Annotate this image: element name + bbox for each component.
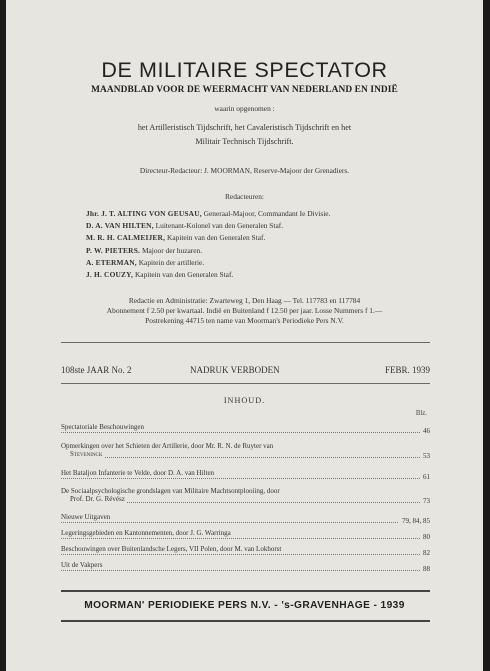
contents-heading: INHOUD. xyxy=(223,396,266,405)
editor-name: D. A. VAN HILTEN, xyxy=(86,221,154,231)
divider-top xyxy=(61,342,430,343)
toc-page: 46 xyxy=(420,427,430,435)
toc-title: Beschouwingen over Buitenlandsche Legers, VII Polen, door M. van Lokhorst xyxy=(61,545,282,553)
editors-list xyxy=(86,208,466,281)
editor-role: Generaal-Majoor, Commandant Ie Divisie. xyxy=(203,209,331,218)
publisher-footer: MOORMAN' PERIODIEKE PERS N.V. - 's-GRAVENHAGE - 1939 xyxy=(84,600,405,611)
toc-item xyxy=(61,529,430,541)
editor-entry xyxy=(86,208,466,220)
editor-name: Jhr. J. T. ALTING VON GEUSAU, xyxy=(86,209,202,218)
toc-title: Het Bataljon Infanterie te Velde, door D. A. van Hilten xyxy=(61,469,215,477)
toc-page: 53 xyxy=(420,452,430,460)
journal-subtitle: MAANDBLAD VOOR DE WEERMACHT VAN NEDERLAND EN INDIË xyxy=(91,85,398,95)
reprint-notice: NADRUK VERBODEN xyxy=(190,365,280,375)
editor-entry xyxy=(86,245,466,257)
editor-name: A. ETERMAN, xyxy=(86,257,137,267)
journal-cover-page xyxy=(6,0,483,671)
administration-address: Redactie en Administratie: Zwarteweg 1, Den Haag — Tel. 117783 en 117784 xyxy=(128,296,361,305)
editor-role: Majoor der huzaren. xyxy=(141,245,203,255)
toc-title: Opmerkingen over het Schieten der Artillerie, door Mr. R. N. de Ruyter van xyxy=(61,442,274,450)
toc-item xyxy=(61,513,430,525)
editor-name: J. H. COUZY, xyxy=(86,269,134,279)
toc-title-continued: Prof. Dr. G. Révész xyxy=(70,495,125,503)
toc-item xyxy=(61,545,430,557)
toc-title-continued: Steveninck xyxy=(70,450,103,458)
toc-item xyxy=(61,469,430,481)
incorporated-line-1: het Artilleristisch Tijdschrift, het Cavaleristisch Tijdschrift en het xyxy=(137,123,352,132)
editor-role: Kapitein der artillerie. xyxy=(138,257,205,267)
issue-date: FEBR. 1939 xyxy=(384,365,430,375)
toc-title: Nieuwe Uitgaven xyxy=(61,513,111,521)
toc-item xyxy=(61,561,430,573)
issue-line xyxy=(61,365,430,379)
editors-heading: Redacteuren: xyxy=(225,192,264,201)
toc-title: Legeringsgebieden en Kantonnementen, door J. G. Warringa xyxy=(61,529,231,537)
toc-item xyxy=(61,442,430,462)
divider-bottom xyxy=(61,620,430,622)
editor-role: Luitenant-Kolonel van den Generalen Staf. xyxy=(155,221,284,231)
toc-title: Uit de Vakpers xyxy=(61,561,103,569)
incorporated-line-2: Militair Technisch Tijdschrift. xyxy=(195,137,294,146)
toc-title: Spectatoriale Beschouwingen xyxy=(61,423,145,431)
editor-entry xyxy=(86,220,466,232)
toc-item xyxy=(61,423,430,435)
toc-page: 61 xyxy=(420,473,430,481)
toc-item xyxy=(61,487,430,507)
divider-issue xyxy=(61,383,430,384)
editor-entry xyxy=(86,257,466,269)
editor-name: M. R. H. CALMEIJER, xyxy=(86,233,166,243)
toc-page: 73 xyxy=(420,497,430,505)
subscription-rates: Abonnement f 2.50 per kwartaal. Indië en Buitenland f 12.50 per jaar. Losse Nummers f 1.— xyxy=(106,306,383,315)
toc-page: 88 xyxy=(420,565,430,573)
editor-entry xyxy=(86,269,466,281)
issue-volume: 108ste JAAR No. 2 xyxy=(61,365,132,375)
toc-page: 80 xyxy=(420,533,430,541)
page-column-label: Blz. xyxy=(415,410,427,417)
toc-page: 82 xyxy=(420,549,430,557)
incorporated-label: waarin opgenomen : xyxy=(214,104,275,113)
editor-role: Kapitein van den Generalen Staf. xyxy=(167,233,266,243)
editor-name: P. W. PIETERS. xyxy=(86,245,141,255)
journal-title: DE MILITAIRE SPECTATOR xyxy=(101,58,388,82)
divider-footer xyxy=(61,590,430,592)
toc-page: 79, 84, 85 xyxy=(399,517,430,525)
editor-entry xyxy=(86,232,466,244)
table-of-contents xyxy=(61,412,430,573)
postal-account: Postrekening 44715 ten name van Moorman's Periodieke Pers N.V. xyxy=(145,316,344,325)
director-line: Directeur-Redacteur: J. MOORMAN, Reserve-Majoor der Grenadiers. xyxy=(139,166,350,175)
toc-title: De Sociaalpsychologische grondslagen van Militaire Machtsontplooiing, door xyxy=(61,487,280,495)
editor-role: Kapitein van den Generalen Staf. xyxy=(134,269,234,279)
